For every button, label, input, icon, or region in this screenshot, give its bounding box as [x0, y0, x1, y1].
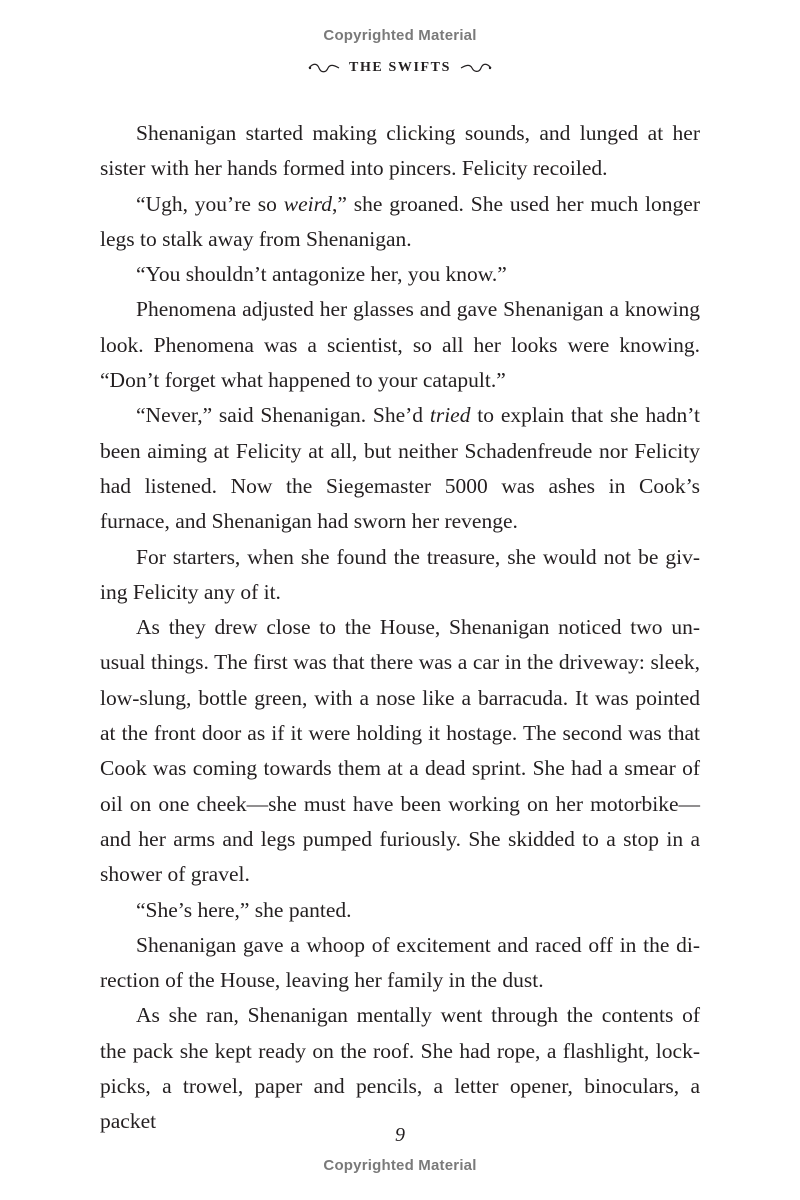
- paragraph: “You shouldn’t antagonize her, you know.”: [136, 262, 507, 287]
- copyright-watermark-bottom: Copyrighted Material: [323, 1157, 477, 1174]
- paragraph: Shenanigan gave a whoop of excitement and raced off in the direction of the House, leaving her family in the dust.: [100, 932, 700, 993]
- paragraph: As they drew close to the House, Shenanigan noticed two unusual things. The first was that there was a car in the driveway: sleek, low-slung, bottle green, with a nose like a barracuda. It was pointed at the front door as if it were holding it hostage. The second was that Cook was coming towards them at a dead sprint. She had a smear of oil on one cheek—she must have been working on her motorbike—and her arms and legs pumped furiously. She skidded to a stop in a shower of gravel.: [100, 615, 700, 887]
- scroll-ornament-icon: [459, 62, 493, 74]
- paragraph: [100, 187, 700, 258]
- italic-run: weird: [283, 191, 332, 216]
- text-run: “Never,” said Shenanigan. She’d: [136, 403, 430, 428]
- text-run: “Ugh, you’re so: [136, 191, 284, 216]
- paragraph: Phenomena adjusted her glasses and gave Shenanigan a knowing look. Phenomena was a scientist, so all her looks were knowing. “Don’t forget what happened to your catapult.”: [100, 297, 700, 393]
- paragraph: [100, 398, 700, 539]
- page-number: 9: [395, 1124, 405, 1146]
- body-text: [100, 116, 700, 1140]
- paragraph: Shenanigan started making clicking sounds, and lunged at her sister with her hands formed into pincers. Felicity recoiled.: [100, 121, 700, 181]
- running-head: [0, 60, 800, 76]
- paragraph: As she ran, Shenanigan mentally went through the contents of the pack she kept ready on the roof. She had rope, a flashlight, lockpicks, a trowel, paper and pencils, a letter opener, binoculars, a packet: [100, 1003, 700, 1134]
- text-run: ,” she groaned. She used her much longer legs to stalk away from Shenanigan.: [100, 191, 700, 251]
- text-run: to explain that she hadn’t been aiming at Felicity at all, but neither Schadenfreude nor Felicity had listened. Now the Siegemaster 5000 was ashes in Cook’s furnace, and Shenanigan had sworn her revenge.: [100, 403, 700, 534]
- running-head-title: THE SWIFTS: [349, 60, 451, 75]
- italic-run: tried: [429, 403, 471, 428]
- scroll-ornament-icon: [307, 62, 341, 74]
- paragraph: For starters, when she found the treasure, she would not be giving Felicity any of it.: [100, 544, 700, 604]
- copyright-watermark-top: Copyrighted Material: [323, 27, 477, 44]
- paragraph: “She’s here,” she panted.: [136, 897, 352, 922]
